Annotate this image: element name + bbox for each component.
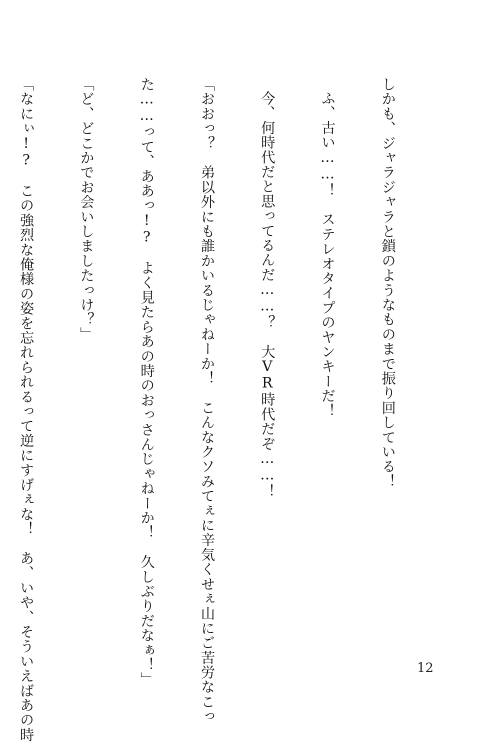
text-line: 「おおっ？ 弟以外にも誰かいるじゃねーか！ こんなクソみてぇに辛気くせぇ山にご苦労なこっ (198, 77, 215, 724)
text-line: 「なにぃ!? この強烈な俺様の姿を忘れられるって逆にすげぇな！ あ、いや、そういえばあの時 (18, 77, 35, 742)
text-line: ふ、古い……！ ステレオタイプのヤンキーだ！ (319, 91, 336, 418)
text-line: 今、何時代だと思ってるんだ……？ 大VR時代だぞ……！ (259, 91, 276, 499)
text-line: た……って、ああっ!? よく見たらあの時のおっさんじゃねーか！ 久しぶりだなぁ！」 (138, 77, 155, 687)
text-line: 「ど、どこかでお会いしましたっけ？」 (78, 77, 95, 342)
page-number: 12 (417, 661, 434, 676)
text-line: しかも、ジャラジャラと鎖のようなものまで振り回している！ (379, 77, 396, 489)
